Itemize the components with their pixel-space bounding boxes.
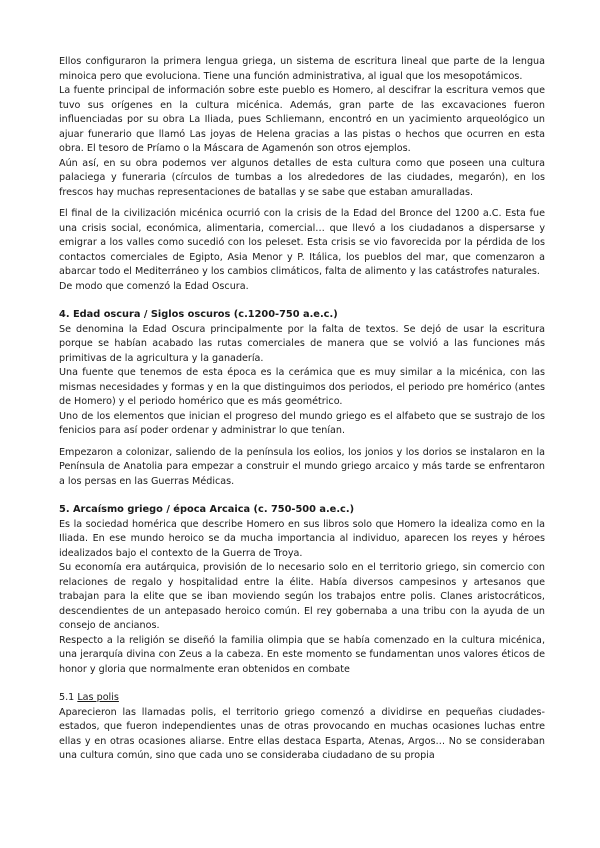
paragraph-alphabet: Uno de los elementos que inician el progreso del mundo griego es el alfabeto que se sustrajo de los fenicios para así poder ordenar y administrar lo que tenían. [59,410,545,436]
paragraph-culture-details: Aún así, en su obra podemos ver algunos detalles de esta cultura como que poseen una cultura palaciega y funeraria (círculos de tumbas a los alrededores de las ciudades, megarón), en los frescos hay muchas representaciones de batallas y se sabe que estaban amuralladas. [59,157,545,198]
section-5-heading: 5. Arcaísmo griego / época Arcaica (c. 750-500 a.e.c.) [59,504,355,515]
paragraph-colonization: Empezaron a colonizar, saliendo de la península los eolios, los jonios y los dorios se instalaron en la Península de Anatolia para empezar a construir el mundo griego arcaico y más tarde se enfrentaron a los persas en las Guerras Médicas. [59,446,545,487]
paragraph-end-mycenaean: El final de la civilización micénica ocurrió con la crisis de la Edad del Bronce del 1200 a.C. Esta fue una crisis social, económica, alimentaria, comercial… que llevó a los ciudadanos a dispersarse y emigrar a los valles como sucedió con los peleset. Esta crisis se vio favorecida por la pérdida de los contactos comerciales de Egipto, Asia Menor y P. Itálica, los pueblos del mar, que comenzaron a abarcar todo el Mediterráneo y los cambios climáticos, falta de alimento y las catástrofes naturales. [59,208,545,277]
section-5-1-number: 5.1 [59,692,75,703]
paragraph-dark-age-start: De modo que comenzó la Edad Oscura. [59,280,249,292]
paragraph-economy: Su economía era autárquica, provisión de lo necesario solo en el territorio griego, sin comercio con relaciones de regalo y hospitalidad entre la élite. Había diversos campesinos y artesanos que trabajan para la elite que se iban moviendo según los trabajos entre polis. Clanes aristocráticos, descendientes de un antepasado heroico común. El rey gobernaba a una tribu con la ayuda de un consejo de ancianos. [59,562,545,631]
document-page [59,55,545,764]
section-5-1-heading [59,691,545,706]
section-5-1-title: Las polis [77,692,119,703]
paragraph-religion: Respecto a la religión se diseñó la familia olimpia que se había comenzado en la cultura micénica, una jerarquía divina con Zeus a la cabeza. En este momento se fundamentan unos valores éticos de honor y gloria que normalmente eran obtenidos en combate [59,634,545,675]
section-4-heading: 4. Edad oscura / Siglos oscuros (c.1200-750 a.e.c.) [59,309,338,320]
paragraph-writing-system: Ellos configuraron la primera lengua griega, un sistema de escritura lineal que parte de la lengua minoica pero que evoluciona. Tiene una función administrativa, al igual que los mesopotámicos. [59,56,545,82]
paragraph-ceramics: Una fuente que tenemos de esta época es la cerámica que es muy similar a la micénica, con las mismas necesidades y formas y en la que distinguimos dos periodos, el periodo pre homérico (antes de Homero) y el periodo homérico que es más geométrico. [59,367,545,407]
paragraph-dark-age-definition: Se denomina la Edad Oscura principalmente por la falta de textos. Se dejó de usar la escritura porque se habían acabado las rutas comerciales de manera que se volvió a las funciones más primitivas de la agricultura y la ganadería. [59,323,545,364]
paragraph-polis: Aparecieron las llamadas polis, el territorio griego comenzó a dividirse en pequeñas ciudades-estados, que fueron independientes unas de otras provocando en muchas ocasiones luchas entre ellas y en otras ocasiones aliarse. Entre ellas destaca Esparta, Atenas, Argos… No se consideraban una cultura común, sino que cada uno se consideraba ciudadano de su propia [59,706,545,761]
paragraph-homeric-society: Es la sociedad homérica que describe Homero en sus libros solo que Homero la idealiza como en la Iliada. En ese mundo heroico se da mucha importancia al individuo, aparecen los reyes y héroes idealizados bajo el contexto de la Guerra de Troya. [59,518,545,559]
paragraph-homer-source: La fuente principal de información sobre este pueblo es Homero, al descifrar la escritura vemos que tuvo sus orígenes en la cultura micénica. Además, gran parte de las excavaciones fueron influenciadas por su obra La Iliada, pues Schliemann, encontró en un yacimiento arqueológico un ajuar funerario que llamó Las joyas de Helena gracias a las pistas o hechos que ocurren en esta obra. El tesoro de Príamo o la Máscara de Agamenón son otros ejemplos. [59,85,545,154]
